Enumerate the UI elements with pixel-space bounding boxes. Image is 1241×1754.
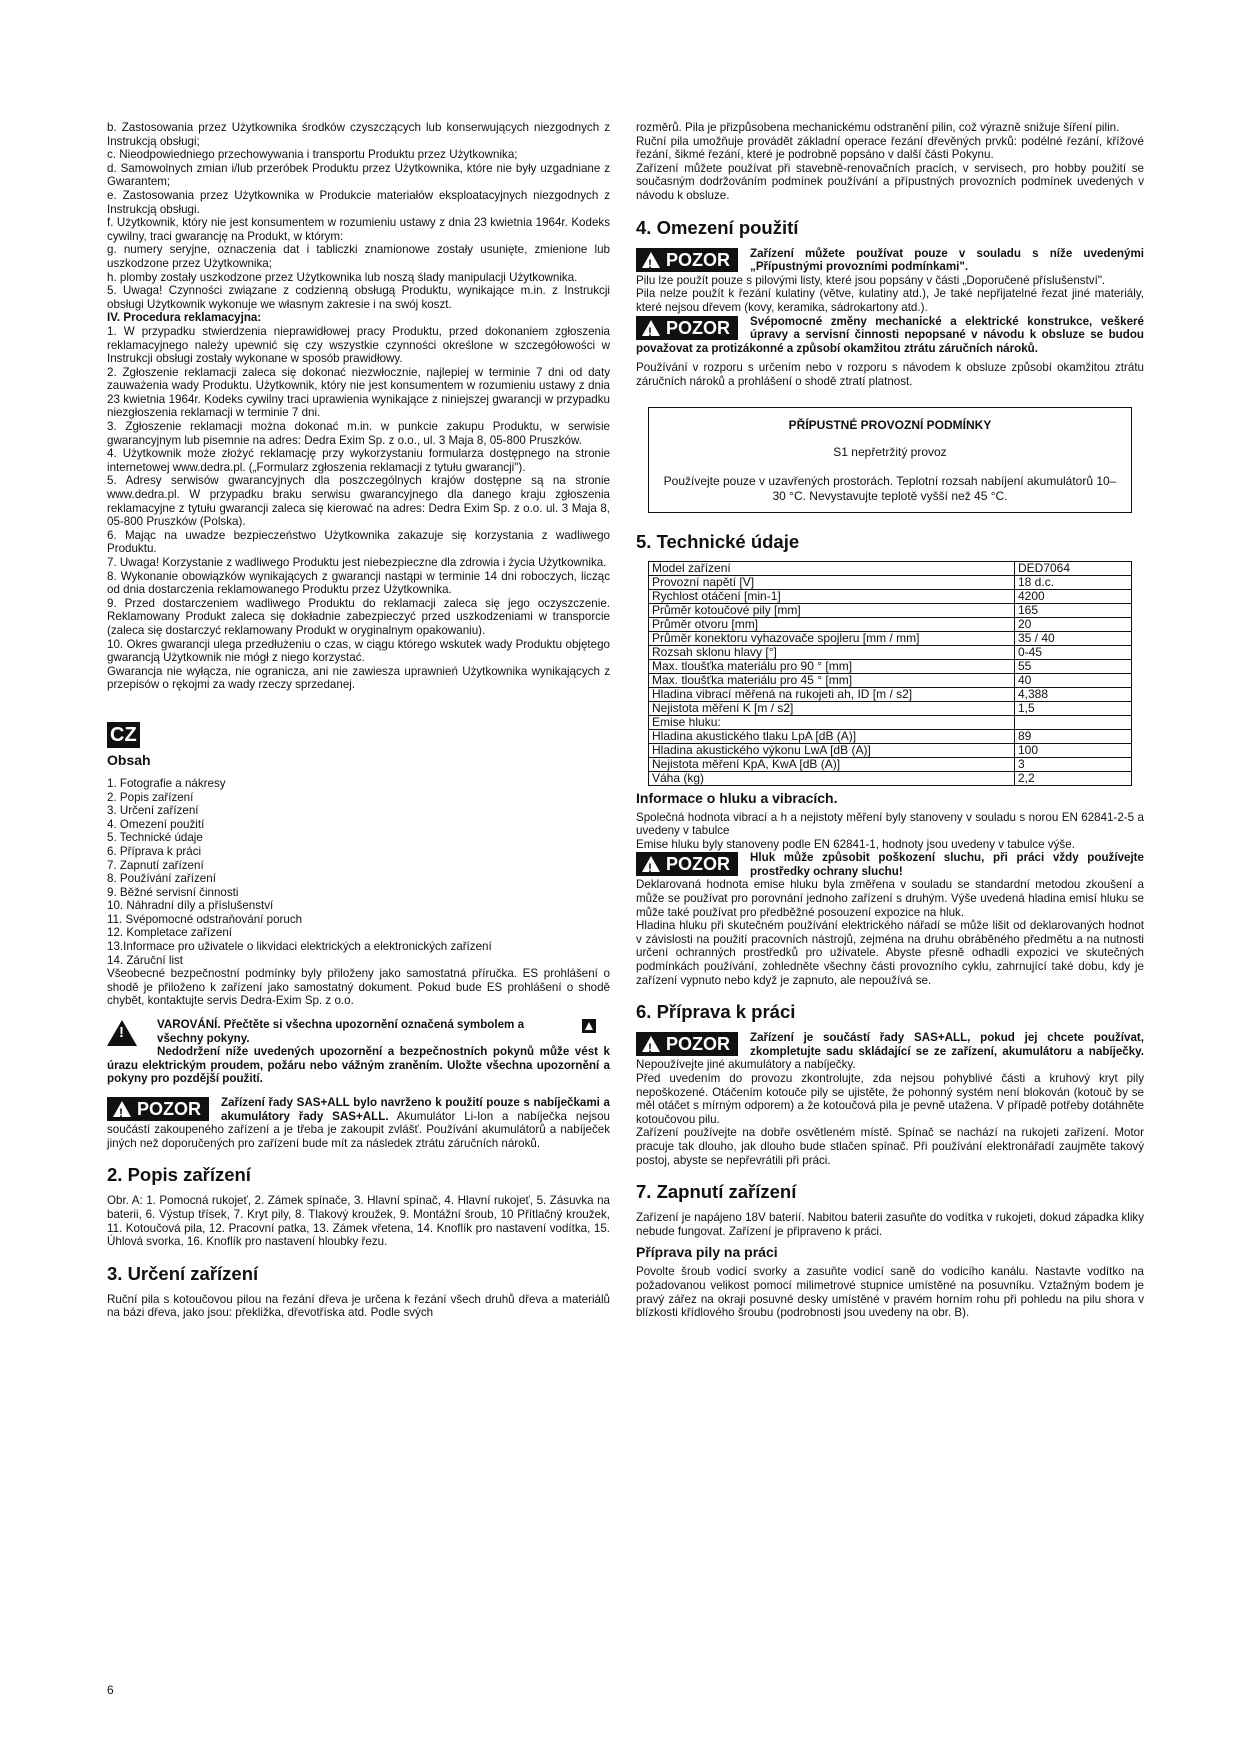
toc-item: 1. Fotografie a nákresy xyxy=(107,776,226,790)
obsah-title: Obsah xyxy=(107,751,151,768)
tech-label-cell: Hladina vibrací měřená na rukojeti ah, ID [m / s2] xyxy=(649,687,1015,701)
table-row xyxy=(649,687,1132,701)
warranty-paragraph: g. numery seryjne, oznaczenia dat i tabliczki znamionowe zostały usunięte, zmienione lub uszkodzone przez Użytkownika; xyxy=(107,243,610,270)
procedure-paragraph: 1. W przypadku stwierdzenia nieprawidłowej pracy Produktu, przed dokonaniem zgłoszenia reklamacyjnego należy upewnić się czy wszystkie czynności określone w szczegółowości w Instrukcji obsługi zostały wykonane w sposób prawidłowy. xyxy=(107,324,610,366)
toc-item: 9. Běžné servisní činnosti xyxy=(107,885,239,899)
tech-value-cell: 3 xyxy=(1015,757,1132,771)
sec6-pozor-tail: Nepoužívejte jiné akumulátory a nabíječky. xyxy=(636,1058,856,1072)
warning-triangle-icon xyxy=(113,1101,131,1117)
sec6-pozor-text: Zařízení je součástí řady SAS+ALL, pokud jej chcete používat, zkompletujte sadu skládající se ze zařízení, akumulátoru a nabíječky. xyxy=(750,1031,1144,1058)
tech-label-cell: Hladina akustického tlaku LpA [dB (A)] xyxy=(649,729,1015,743)
warranty-paragraph: f. Użytkownik, który nie jest konsumentem w rozumieniu ustawy z dnia 23 kwietnia 1964r. Kodeks cywilny, traci gwarancję na Produkt, w którym: xyxy=(107,216,610,243)
tech-value-cell: 4,388 xyxy=(1015,687,1132,701)
tech-value-cell: 100 xyxy=(1015,743,1132,757)
toc-item: 11. Svépomocné odstraňování poruch xyxy=(107,912,303,926)
toc-item: 14. Záruční list xyxy=(107,953,184,967)
table-row xyxy=(649,701,1132,715)
tech-value-cell: DED7064 xyxy=(1015,561,1132,575)
warning-triangle-icon xyxy=(107,1020,137,1046)
section-7-title: 7. Zapnutí zařízení xyxy=(636,1181,797,1203)
pozor-label: POZOR xyxy=(137,1099,202,1119)
tech-label-cell: Max. tloušťka materiálu pro 45 ° [mm] xyxy=(649,673,1015,687)
page-number: 6 xyxy=(107,1683,114,1697)
table-row xyxy=(649,603,1132,617)
sec7-paragraph-1: Zařízení je napájeno 18V baterií. Nabitou baterii zasuňte do vodítka v rukojeti, dokud západka kliky nebude fungovat. Zařízení je připraveno k práci. xyxy=(636,1211,1144,1238)
tech-label-cell: Nejistota měření KpA, KwA [dB (A)] xyxy=(649,757,1015,771)
toc-item: 2. Popis zařízení xyxy=(107,790,194,804)
section-6-title: 6. Příprava k práci xyxy=(636,1001,796,1023)
tech-value-cell: 20 xyxy=(1015,617,1132,631)
tech-label-cell: Váha (kg) xyxy=(649,771,1015,785)
noise-paragraph-1: Společná hodnota vibrací a h a nejistoty měření byly stanoveny v souladu s norou EN 62841-2-5 a uvedeny v tabulce xyxy=(636,810,1144,838)
warranty-paragraph: c. Nieodpowiedniego przechowywania i transportu Produktu przez Użytkownika; xyxy=(107,148,518,162)
noise-paragraph-4: Hladina hluku při skutečném používání elektrického nářadí se může lišit od deklarovaných hodnot v závislosti na použití pracovních nástrojů, zejména na druhu obráběného předmětu a na nutnosti určení ochranných prostředků pro uživatele. Abyste přesně odhadli expozici ve skutečných podmínkách používání, zohledněte všechny části provozního cyklu, zahrnující také dobu, kdy je zařízení vypnuto nebo když je zapnuto, ale nepoužívá se. xyxy=(636,919,1144,987)
table-row xyxy=(649,561,1132,575)
tech-value-cell: 89 xyxy=(1015,729,1132,743)
sas-bold-text: Zařízení řady SAS+ALL bylo navrženo k použití pouze s nabíječkami a akumulátory řady SAS+ALL. xyxy=(221,1096,610,1123)
general-safety-note: Všeobecné bezpečnostní podmínky byly přiloženy jako samostatná příručka. ES prohlášení o shodě je přiloženo k zařízení jako samostatný dokument. Pokud bude ES prohlášení o shodě chybět, kontaktujte servis Dedra-Exim Sp. z o.o. xyxy=(107,967,610,1008)
procedure-paragraph: 4. Użytkownik może złożyć reklamację przy wykorzystaniu formularza dostępnego na stronie internetowej www.dedra.pl. („Formularz zgłoszenia reklamacji z tytułu gwarancji"). xyxy=(107,447,610,474)
warranty-paragraph: h. plomby zostały uszkodzone przez Użytkownika lub noszą ślady manipulacji Użytkownika. xyxy=(107,270,578,284)
warning-block xyxy=(107,1018,610,1086)
pozor-label: POZOR xyxy=(666,317,731,338)
operating-conditions-text: Používejte pouze v uzavřených prostorách. Teplotní rozsah nabíjení akumulátorů 10–30 °C. Nevystavujte teplotě vyšší než 45 °C. xyxy=(663,473,1117,503)
table-row xyxy=(649,631,1132,645)
noise-pozor xyxy=(636,851,1144,878)
tech-label-cell: Hladina akustického výkonu LwA [dB (A)] xyxy=(649,743,1015,757)
intro-paragraph: Zařízení můžete používat při stavebně-renovačních pracích, v servisech, pro hobby použití se současným dodržováním podmínek používání a přípustných provozních podmínek uvedených v návodu k obsluze. xyxy=(636,161,1144,202)
warning-symbol-icon xyxy=(582,1019,596,1033)
warning-triangle-icon xyxy=(642,1036,660,1052)
section-2-title: 2. Popis zařízení xyxy=(107,1164,251,1186)
procedure-paragraph: 9. Przed dostarczeniem wadliwego Produktu do reklamacji zaleca się jego oczyszczenie. Reklamowany Produkt zaleca się dokładnie zabezpieczyć przed uszkodzeniami w transporcie (zaleca się dostarczyć reklamowany Produkt w oryginalnym opakowaniu). xyxy=(107,596,610,637)
tech-value-cell: 35 / 40 xyxy=(1015,631,1132,645)
table-row xyxy=(649,659,1132,673)
tech-label-cell: Průměr kotoučové pily [mm] xyxy=(649,603,1015,617)
tech-value-cell: 0-45 xyxy=(1015,645,1132,659)
technical-data-table xyxy=(648,561,1132,786)
left-column xyxy=(107,121,610,1320)
cz-language-badge: CZ xyxy=(107,722,140,748)
noise-title: Informace o hluku a vibracích. xyxy=(636,789,838,806)
intro-paragraph: rozměrů. Pila je přizpůsobena mechanickému odstranění pilin, což výrazně snižuje šíření pilin. xyxy=(636,121,1120,134)
tech-value-cell xyxy=(1015,715,1132,729)
table-row xyxy=(649,743,1132,757)
sec4-pozor-2-text: Svépomocné změny mechanické a elektrické konstrukce, veškeré úpravy a servisní činnosti nepopsané v návodu k obsluze se budou považovat za protizákonné a způsobí okamžitou ztrátu záručních nároků. xyxy=(636,314,1144,355)
tech-label-cell: Provozní napětí [V] xyxy=(649,575,1015,589)
table-row xyxy=(649,589,1132,603)
pozor-badge xyxy=(107,1097,209,1121)
table-row xyxy=(649,645,1132,659)
tech-value-cell: 2,2 xyxy=(1015,771,1132,785)
pozor-badge xyxy=(636,1032,738,1056)
procedure-paragraph: 3. Zgłoszenie reklamacji można dokonać m.in. w punkcie zakupu Produktu, w serwisie gwarancyjnym lub pisemnie na adres: Dedra Exim Sp. z o.o., ul. 3 Maja 8, 05-800 Pruszków. xyxy=(107,420,610,447)
warning-title: VAROVÁNÍ. Přečtěte si všechna upozornění označená symbolem a všechny pokyny. xyxy=(157,1018,525,1045)
warranty-paragraph: d. Samowolnych zmian i/lub przeróbek Produktu przez Użytkownika, które nie były uzgadniane z Gwarantem; xyxy=(107,161,610,189)
warning-triangle-icon xyxy=(642,252,660,268)
sec4-paragraph-2: Pila nelze použít k řezání kulatiny (větve, kulatiny atd.), Je také nepřijatelné řezat jiné materiály, které nejsou dřevem (kovy, keramika, sádrokartony atd.). xyxy=(636,287,1144,314)
warranty-paragraph: b. Zastosowania przez Użytkownika środków czyszczących lub konserwujących niezgodnych z Instrukcją obsługi; xyxy=(107,121,610,148)
procedure-heading: IV. Procedura reklamacyjna: xyxy=(107,311,262,325)
sas-pozor-block xyxy=(107,1096,610,1150)
operating-conditions-title: PŘÍPUSTNÉ PROVOZNÍ PODMÍNKY xyxy=(788,417,992,432)
toc-item: 5. Technické údaje xyxy=(107,831,203,845)
sec7-paragraph-2: Povolte šroub vodicí svorky a zasuňte vodicí saně do vodicího kanálu. Nastavte vodítko na požadovanou velikost pomocí milimetrové stupnice umístěné na posuvníku. Vztažným bodem je pravý zářez na okraji posuvné desky umístěné v pravém horním rohu při pohledu na pilu shora v blízkosti křídlového šroubu (podrobnosti jsou uvedeny na obr. B). xyxy=(636,1265,1144,1320)
sec4-pozor-1 xyxy=(636,247,1144,274)
warranty-paragraph: e. Zastosowania przez Użytkownika w Produkcie materiałów eksploatacyjnych niezgodnych z Instrukcją obsługi. xyxy=(107,188,610,216)
noise-paragraph-2: Emise hluku byly stanoveny podle EN 62841-1, hodnoty jsou uvedeny v tabulce výše. xyxy=(636,837,1075,851)
sec7-subtitle: Příprava pily na práci xyxy=(636,1244,778,1261)
table-row xyxy=(649,673,1132,687)
tech-label-cell: Nejistota měření K [m / s2] xyxy=(649,701,1015,715)
toc-item: 10. Náhradní díly a příslušenství xyxy=(107,899,274,913)
toc-item: 6. Příprava k práci xyxy=(107,844,202,858)
tech-label-cell: Rozsah sklonu hlavy [°] xyxy=(649,645,1015,659)
section-2-text: Obr. A: 1. Pomocná rukojeť, 2. Zámek spínače, 3. Hlavní spínač, 4. Hlavní rukojeť, 5. Zásuvka na baterii, 6. Výstup třísek, 7. Kryt pily, 8. Tlakový kroužek, 9. Montážní šroub, 10 Přítlačný kroužek, 11. Kotoučová pila, 12. Pracovní patka, 13. Zámek vřetena, 14. Knoflík pro nastavení vodítka, 15. Úhlová svorka, 16. Knoflík pro nastavení hloubky řezu. xyxy=(107,1194,610,1249)
pozor-label: POZOR xyxy=(666,854,731,875)
sas-text: Akumulátor Li-Ion a nabíječka nejsou součástí zakoupeného zařízení a je třeba je zakoupit zvlášť. Používání akumulátorů a nabíječek jiných než doporučených pro zařízení bude mít za následek ztrátu záručních nároků. xyxy=(107,1109,610,1150)
cz-section xyxy=(107,722,610,1320)
pozor-badge xyxy=(636,248,738,272)
tech-label-cell: Průměr otvoru [mm] xyxy=(649,617,1015,631)
warning-triangle-icon xyxy=(642,856,660,872)
procedure-paragraph: 8. Wykonanie obowiązków wynikających z gwarancji nastąpi w terminie 14 dni roboczych, licząc od dnia dostarczenia reklamowanego Produktu przez Użytkownika. xyxy=(107,569,610,597)
table-of-contents xyxy=(107,777,610,967)
procedure-paragraph: 10. Okres gwarancji ulega przedłużeniu o czas, w ciągu którego wskutek wady Produktu objętego gwarancją Użytkownik nie mógł z niego korzystać. xyxy=(107,637,610,665)
toc-item: 4. Omezení použití xyxy=(107,817,205,831)
tech-value-cell: 40 xyxy=(1015,673,1132,687)
sec6-paragraph-1: Před uvedením do provozu zkontrolujte, zda nejsou pohyblivé části a kruhový kryt pily nepoškozené. Otáčením kotouče pily se ujistěte, že pohonný systém není blokován (kotouč by se měl otáčet s mírným odporem) a že kotoučová pila je pevně utažena. V případě potřeby dotáhněte kotoučovou pilu. xyxy=(636,1072,1144,1126)
warranty-conditions xyxy=(107,121,610,692)
warning-triangle-icon xyxy=(642,320,660,336)
tech-label-cell: Rychlost otáčení [min-1] xyxy=(649,589,1015,603)
sec4-pozor-1-text: Zařízení můžete používat pouze v souladu s níže uvedenými „Přípustnými provozními podmínkami". xyxy=(750,246,1144,274)
table-row xyxy=(649,771,1132,785)
pozor-badge xyxy=(636,316,738,340)
procedure-paragraph: 2. Zgłoszenie reklamacji zaleca się dokonać niezwłocznie, najlepiej w terminie 7 dni od daty zauważenia wady Produktu. Użytkownik, który nie jest konsumentem w rozumieniu ustawy z dnia 23 kwietnia 1964r. Kodeks cywilny traci uprawienia wynikające z niniejszej gwarancji w przypadku niezgłoszenia reklamacji w terminie 7 dni. xyxy=(107,365,610,420)
tech-value-cell: 165 xyxy=(1015,603,1132,617)
section-5-title: 5. Technické údaje xyxy=(636,530,800,552)
toc-item: 12. Kompletace zařízení xyxy=(107,926,233,940)
table-row xyxy=(649,617,1132,631)
toc-item: 8. Používání zařízení xyxy=(107,872,216,886)
tech-value-cell: 18 d.c. xyxy=(1015,575,1132,589)
intro-paragraph: Ruční pila umožňuje provádět základní operace řezání dřevěných prvků: podélné řezání, křížové řezání, šikmé řezání, které je podrobně popsáno v další části Pokynu. xyxy=(636,134,1144,162)
toc-item: 3. Určení zařízení xyxy=(107,804,199,818)
section-3-text: Ruční pila s kotoučovou pilou na řezání dřeva je určena k řezání všech druhů dřeva a materiálů na bázi dřeva, jako jsou: překližka, dřevotříska atd. Podle svých xyxy=(107,1292,610,1320)
table-row xyxy=(649,575,1132,589)
noise-paragraph-3: Deklarovaná hodnota emise hluku byla změřena v souladu se standardní metodou zkoušení a může se používat pro porovnání jednoho zařízení s druhým. Výše uvedená hladina emisí hluku se může také používat pro předběžné posouzení expozice na hluk. xyxy=(636,878,1144,919)
pozor-label: POZOR xyxy=(666,249,731,270)
tech-label-cell: Max. tloušťka materiálu pro 90 ° [mm] xyxy=(649,659,1015,673)
table-row xyxy=(649,729,1132,743)
warning-text: Nedodržení níže uvedených upozornění a bezpečnostních pokynů může vést k úrazu elektrickým proudem, požáru nebo vážným zraněním. Uložte všechna upozornění a pokyny pro pozdější použití. xyxy=(107,1045,610,1086)
tech-value-cell: 55 xyxy=(1015,659,1132,673)
noise-pozor-text: Hluk může způsobit poškození sluchu, při práci vždy používejte prostředky ochrany sluchu! xyxy=(750,851,1144,878)
toc-item: 13.Informace pro uživatele o likvidaci elektrických a elektronických zařízení xyxy=(107,940,492,954)
sec6-paragraph-2: Zařízení používejte na dobře osvětleném místě. Spínač se nachází na rukojeti zařízení. Motor pracuje tak dlouho, jak dlouho bude stlačen spínač. Při používání elektronářadí zaujměte takový postoj, abyste se nepřevrátili při práci. xyxy=(636,1126,1144,1167)
toc-item: 7. Zapnutí zařízení xyxy=(107,858,204,872)
right-column xyxy=(636,121,1144,1320)
section-3-title: 3. Určení zařízení xyxy=(107,1262,259,1284)
sec6-pozor xyxy=(636,1031,1144,1072)
tech-value-cell: 1,5 xyxy=(1015,701,1132,715)
procedure-paragraph: 7. Uwaga! Korzystanie z wadliwego Produktu jest niebezpieczne dla zdrowia i życia Użytkownika. xyxy=(107,556,607,569)
section-4-title: 4. Omezení použití xyxy=(636,216,799,238)
table-row xyxy=(649,715,1132,729)
tech-label-cell: Průměr konektoru vyhazovače spojleru [mm / mm] xyxy=(649,631,1015,645)
sec4-paragraph-1: Pilu lze použít pouze s pilovými listy, které jsou popsány v části „Doporučené příslušenství". xyxy=(636,273,1106,287)
procedure-paragraph: Gwarancja nie wyłącza, nie ogranicza, ani nie zawiesza uprawnień Użytkownika wynikających z przepisów o rękojmi za wady rzeczy sprzedanej. xyxy=(107,664,610,692)
operating-mode: S1 nepřetržitý provoz xyxy=(833,444,947,459)
table-row xyxy=(649,757,1132,771)
pozor-label: POZOR xyxy=(666,1034,731,1055)
sec4-paragraph-3: Používání v rozporu s určením nebo v rozporu s návodem k obsluze způsobí okamžitou ztrátu záručních nároků a prohlášení o shodě ztratí platnost. xyxy=(636,361,1144,388)
procedure-paragraph: 5. Adresy serwisów gwarancyjnych dla poszczególnych krajów dostępne są na stronie www.dedra.pl. W przypadku braku serwisu gwarancyjnego dla danego kraju zgłoszenia reklamacyjne z tytułu gwarancji zaleca się kierować na adres: Dedra Exim Sp. z o.o. ul. 3 Maja 8, 05-800 Pruszków (Polska). xyxy=(107,474,610,529)
tech-label-cell: Emise hluku: xyxy=(649,715,1015,729)
operating-conditions-box xyxy=(648,407,1132,513)
pozor-badge xyxy=(636,852,738,876)
warranty-paragraph: 5. Uwaga! Czynności związane z codzienną obsługą Produktu, wynikające m.in. z Instrukcji obsługi Użytkownik wykonuje we własnym zakresie i na swój koszt. xyxy=(107,284,610,311)
procedure-paragraph: 6. Mając na uwadze bezpieczeństwo Użytkownika zakazuje się korzystania z wadliwego Produktu. xyxy=(107,528,610,556)
sec4-pozor-2 xyxy=(636,315,1144,356)
tech-label-cell: Model zařízení xyxy=(649,561,1015,575)
tech-value-cell: 4200 xyxy=(1015,589,1132,603)
